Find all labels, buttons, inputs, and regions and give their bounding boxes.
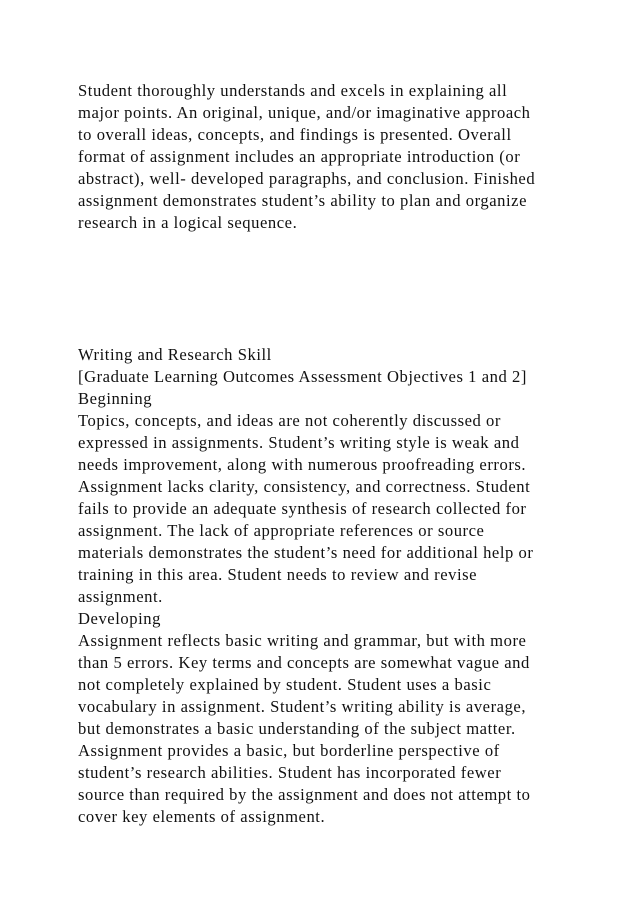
developing-line: Assignment provides a basic, but borderline perspective of — [78, 741, 500, 760]
developing-line: but demonstrates a basic understanding of the subject matter. — [78, 719, 516, 738]
beginning-line: training in this area. Student needs to review and revise — [78, 565, 478, 584]
developing-line: source than required by the assignment and does not attempt to — [78, 785, 531, 804]
intro-line: Student thoroughly understands and excels in explaining all — [78, 81, 508, 100]
developing-heading: Developing — [78, 609, 161, 628]
intro-line: research in a logical sequence. — [78, 213, 298, 232]
beginning-line: materials demonstrates the student’s need for additional help or — [78, 543, 534, 562]
developing-line: Assignment reflects basic writing and grammar, but with more — [78, 631, 527, 650]
developing-line: cover key elements of assignment. — [78, 807, 326, 826]
intro-line: abstract), well- developed paragraphs, and conclusion. Finished — [78, 169, 536, 188]
beginning-heading: Beginning — [78, 389, 153, 408]
beginning-line: assignment. The lack of appropriate references or source — [78, 521, 485, 540]
developing-line: vocabulary in assignment. Student’s writing ability is average, — [78, 697, 527, 716]
beginning-line: assignment. — [78, 587, 163, 606]
beginning-line: expressed in assignments. Student’s writing style is weak and — [78, 433, 520, 452]
developing-line: student’s research abilities. Student has incorporated fewer — [78, 763, 502, 782]
intro-line: to overall ideas, concepts, and findings is presented. Overall — [78, 125, 512, 144]
intro-line: format of assignment includes an appropriate introduction (or — [78, 147, 521, 166]
developing-line: not completely explained by student. Student uses a basic — [78, 675, 492, 694]
intro-line: major points. An original, unique, and/or imaginative approach — [78, 103, 531, 122]
beginning-line: Assignment lacks clarity, consistency, and correctness. Student — [78, 477, 531, 496]
developing-line: than 5 errors. Key terms and concepts are somewhat vague and — [78, 653, 530, 672]
beginning-line: needs improvement, along with numerous proofreading errors. — [78, 455, 527, 474]
objectives-line: [Graduate Learning Outcomes Assessment Objectives 1 and 2] — [78, 367, 527, 386]
intro-line: assignment demonstrates student’s ability to plan and organize — [78, 191, 528, 210]
section-heading: Writing and Research Skill — [78, 345, 272, 364]
beginning-line: fails to provide an adequate synthesis of research collected for — [78, 499, 527, 518]
beginning-line: Topics, concepts, and ideas are not coherently discussed or — [78, 411, 501, 430]
